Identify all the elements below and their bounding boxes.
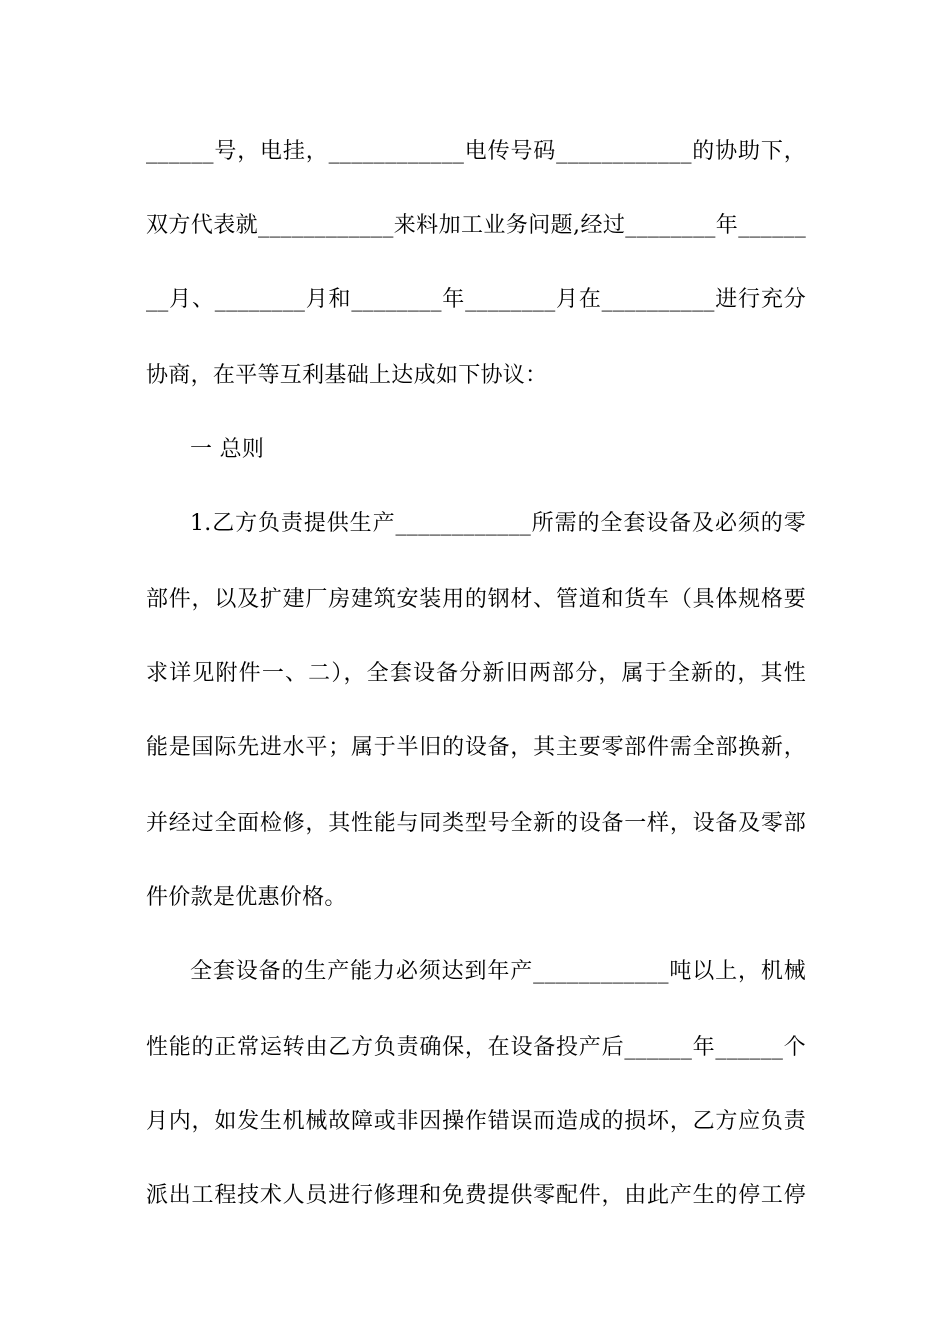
- text-line-14: 月内，如发生机械故障或非因操作错误而造成的损坏，乙方应负责: [146, 1109, 806, 1134]
- text-line-4: 协商，在平等互利基础上达成如下协议：: [146, 363, 548, 388]
- section-heading: 一 总则: [190, 437, 265, 462]
- text-line-8: 求详见附件一、二），全套设备分新旧两部分，属于全新的，其性: [146, 661, 806, 686]
- text-line-12: 全套设备的生产能力必须达到年产____________吨以上，机械: [190, 959, 806, 984]
- text-line-1: ______号，电挂，____________电传号码____________的协助下，: [146, 139, 806, 164]
- text-line-2: 双方代表就____________来料加工业务问题,经过________年______: [146, 213, 806, 238]
- text-line-10: 并经过全面检修，其性能与同类型号全新的设备一样，设备及零部: [146, 811, 806, 836]
- text-line-9: 能是国际先进水平；属于半旧的设备，其主要零部件需全部换新，: [146, 735, 806, 760]
- text-line-7: 部件，以及扩建厂房建筑安装用的钢材、管道和货车（具体规格要: [146, 587, 806, 612]
- text-line-13: 性能的正常运转由乙方负责确保，在设备投产后______年______个: [146, 1035, 806, 1060]
- text-line-11: 件价款是优惠价格。: [146, 885, 347, 910]
- text-line-15: 派出工程技术人员进行修理和免费提供零配件，由此产生的停工停: [146, 1183, 806, 1208]
- text-line-6: 1.乙方负责提供生产____________所需的全套设备及必须的零: [190, 511, 806, 536]
- text-line-3: __月、________月和________年________月在__________进行充分: [146, 287, 806, 312]
